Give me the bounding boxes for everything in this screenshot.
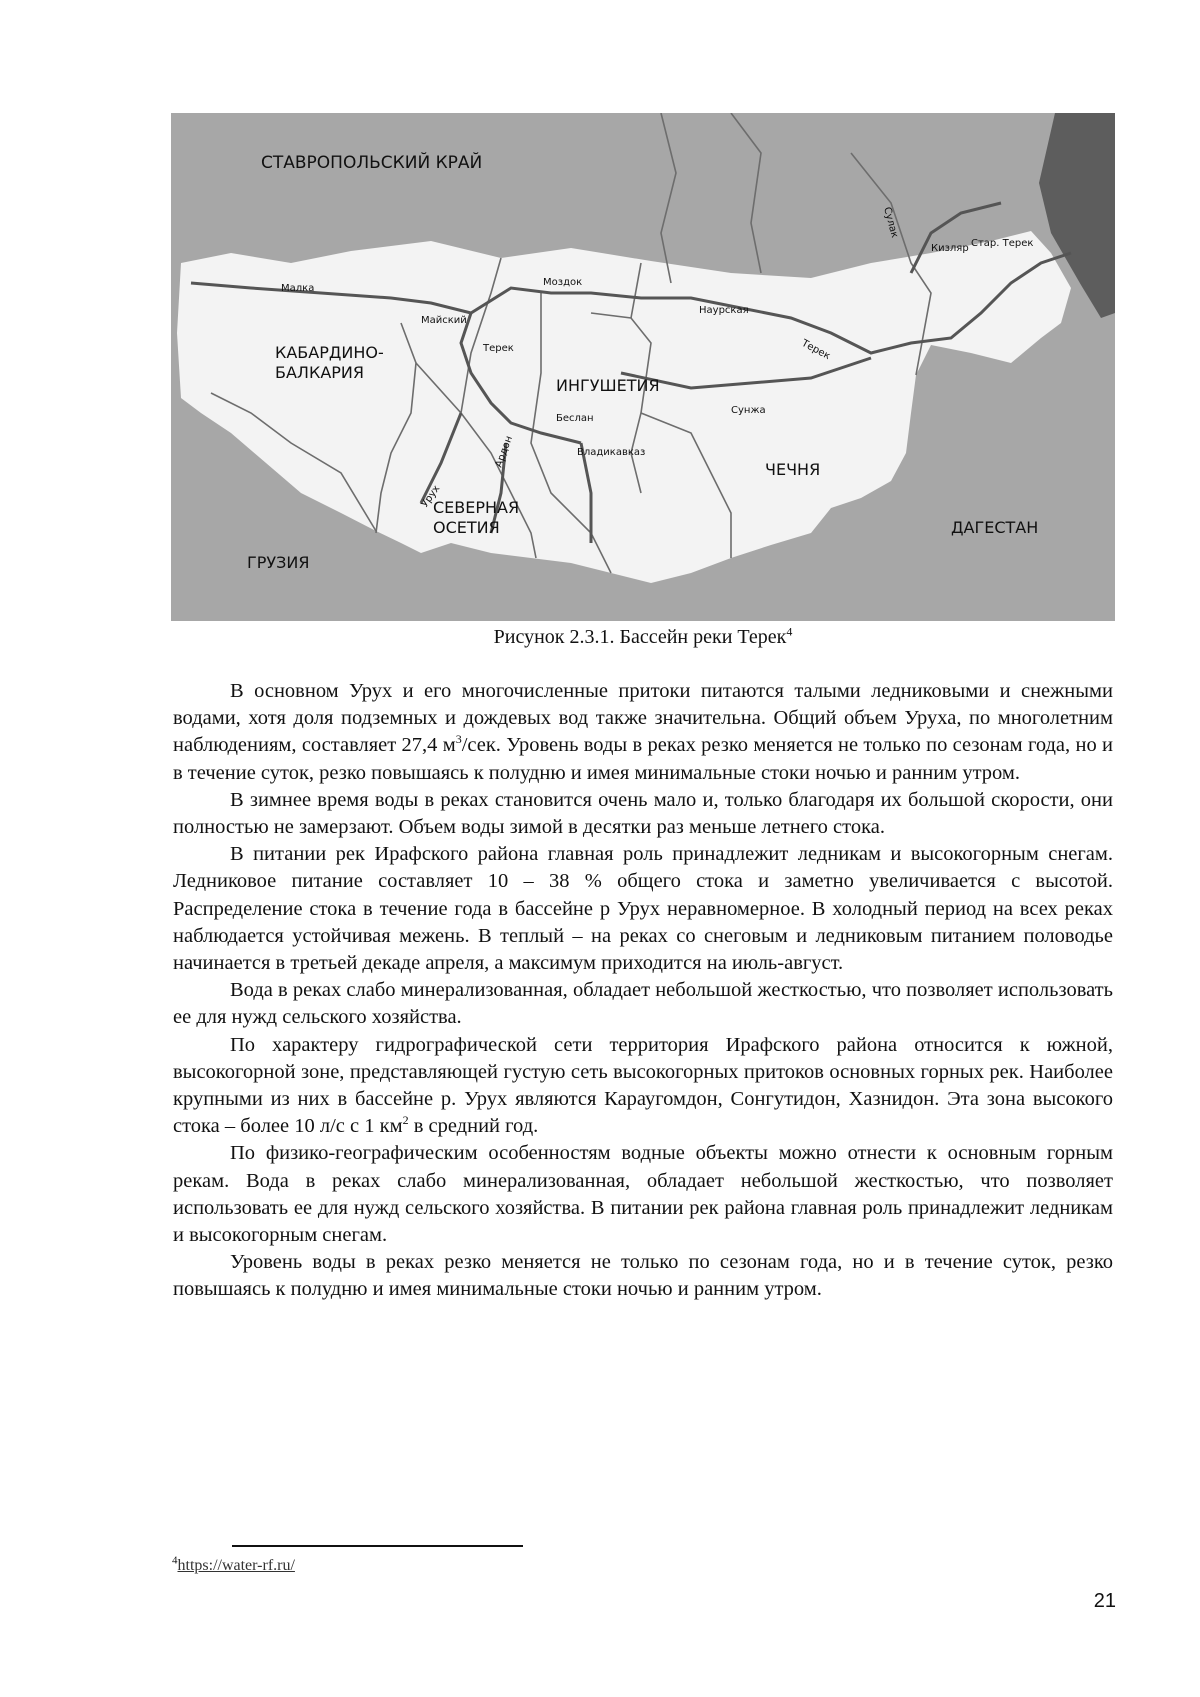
paragraph-5-superscript: 2: [402, 1113, 409, 1128]
label-urukh: Урух: [419, 483, 443, 510]
label-beslan: Беслан: [556, 413, 594, 424]
label-naurskaya: Наурская: [699, 305, 749, 316]
paragraph-1: [173, 678, 1113, 787]
page-number: 21: [1093, 1590, 1116, 1612]
paragraph-5-part-a: По характеру гидрографической сети территория Ирафского района относится к южной, высокогорной зоне, представляющей густую сеть высокогорных притоков основных горных рек. Наиболее крупными из них в бассейне р. Урух являются Караугомдон, Сонгутидон, Хазнидон. Эта зона высокого стока – более 10 л/с с 1 км: [173, 1033, 1113, 1138]
map-graphic: [171, 113, 1115, 621]
label-maysky: Майский: [421, 315, 467, 326]
figure-caption: [171, 624, 1115, 650]
paragraph-3: В питании рек Ирафского района главная роль принадлежит ледникам и высокогорным снегам. Ледниковое питание составляет 10 – 38 % общего стока и заметно увеличивается с высотой. Распределение стока в течение года в бассейне р Урух неравномерное. В холодный период на всех реках наблюдается устойчивая межень. В теплый – на реках со снеговым и ледниковым питанием половодье начинается в третьей декаде апреля, а максимум приходится на июль-август.: [173, 843, 1113, 975]
label-ardon: Ардон: [493, 434, 516, 470]
label-sulak: Сулак: [881, 205, 900, 240]
label-sunzha: Сунжа: [731, 405, 766, 416]
paragraph-5-part-b: в средний год.: [408, 1115, 539, 1138]
region-stavropol: СТАВРОПОЛЬСКИЙ КРАЙ: [261, 153, 483, 173]
body-text: [173, 678, 1113, 1304]
paragraph-6: По физико-географическим особенностям водные объекты можно отнести к основным горным рекам. Вода в реках слабо минерализованная, обладает небольшой жесткостью, что позволяет использовать ее для нужд сельского хозяйства. В питании рек района главная роль принадлежит ледникам и высокогорным снегам.: [173, 1142, 1113, 1247]
region-georgia: ГРУЗИЯ: [247, 553, 310, 572]
paragraph-7: Уровень воды в реках резко меняется не только по сезонам года, но и в течение суток, резко повышаясь к полудню и имея минимальные стоки ночью и ранним утром.: [173, 1251, 1113, 1301]
paragraph-5: [173, 1032, 1113, 1141]
label-stary-terek: Стар. Терек: [971, 238, 1034, 249]
label-malka: Малка: [281, 283, 315, 294]
footnote-number: 4: [172, 1554, 178, 1567]
region-kbr-line2: БАЛКАРИЯ: [275, 363, 364, 382]
terek-basin-map: [171, 113, 1115, 621]
paragraph-1-part-b: /сек. Уровень воды в реках резко меняется не только по сезонам года, но и в течение суток, резко повышаясь к полудню и имея минимальные стоки ночью и ранним утром.: [173, 734, 1113, 784]
region-north-ossetia-line2: ОСЕТИЯ: [433, 518, 500, 537]
paragraph-4: Вода в реках слабо минерализованная, обладает небольшой жесткостью, что позволяет использовать ее для нужд сельского хозяйства.: [173, 979, 1113, 1029]
label-kizlyar: Кизляр: [931, 243, 969, 254]
region-chechnya: ЧЕЧНЯ: [765, 460, 821, 479]
region-ingushetia: ИНГУШЕТИЯ: [556, 376, 660, 395]
region-north-ossetia-line1: СЕВЕРНАЯ: [433, 498, 520, 517]
paragraph-2: В зимнее время воды в реках становится очень мало и, только благодаря их большой скорости, они полностью не замерзают. Объем воды зимой в десятки раз меньше летнего стока.: [173, 788, 1113, 839]
caption-footnote-ref: 4: [786, 624, 793, 639]
region-dagestan: ДАГЕСТАН: [951, 518, 1039, 537]
footnote-link[interactable]: https://water-rf.ru/: [177, 1557, 295, 1574]
label-vladikavkaz: Владикавказ: [577, 447, 646, 458]
footnote-divider: [232, 1545, 523, 1547]
label-mozdok: Моздок: [543, 277, 583, 288]
label-terek: Терек: [483, 343, 514, 354]
label-terek-east: Терек: [799, 337, 832, 363]
region-kbr-line1: КАБАРДИНО-: [275, 343, 384, 362]
paragraph-1-part-a: В основном Урух и его многочисленные притоки питаются талыми ледниковыми и снежными водами, хотя доля подземных и дождевых вод также значительна. Общий объем Уруха, по многолетним наблюдениям, составляет 27,4 м: [173, 680, 1113, 757]
paragraph-1-superscript: 3: [455, 732, 462, 747]
footnote: [172, 1556, 295, 1576]
caption-text: Рисунок 2.3.1. Бассейн реки Терек: [493, 626, 787, 648]
